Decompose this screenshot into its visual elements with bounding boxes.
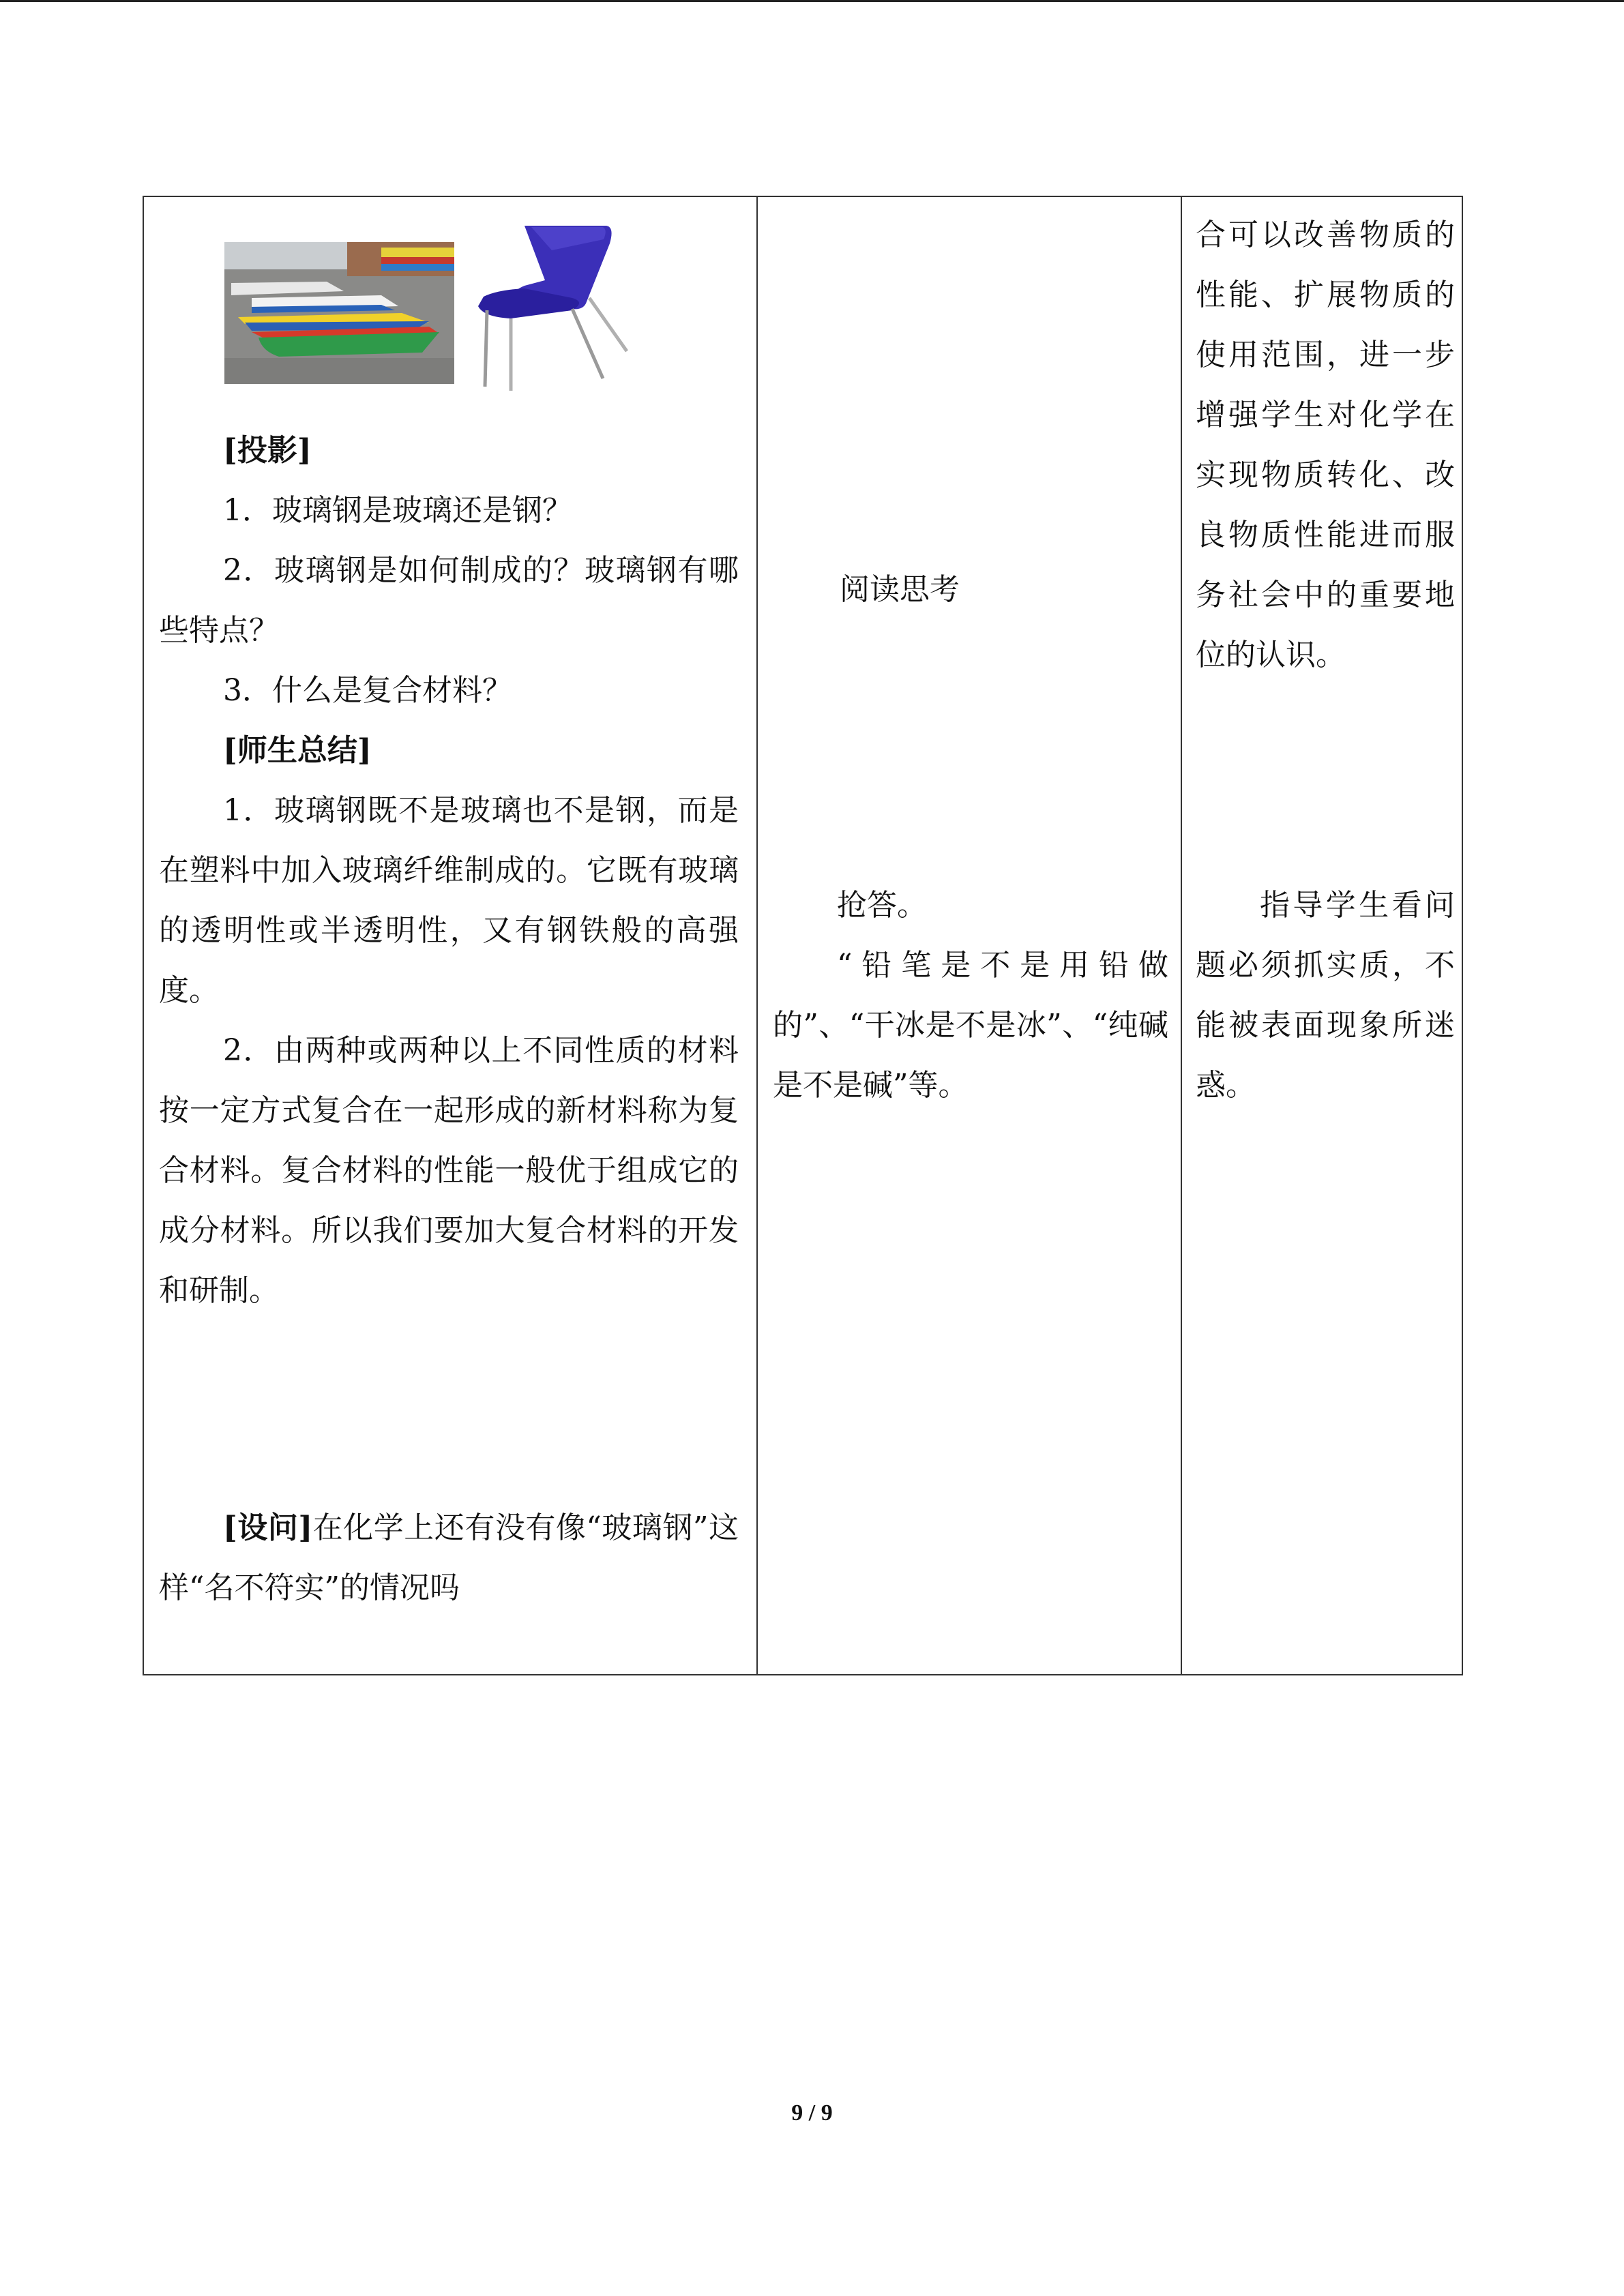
- answer-label: 抢答。: [837, 888, 927, 923]
- illustration-photos: [224, 223, 661, 393]
- page-number: 9 / 9: [791, 2100, 833, 2126]
- summary-heading: [师生总结]: [223, 733, 372, 768]
- question-text: 在化学上还有没有像“玻璃钢”这样“名不符实”的情况吗: [159, 1510, 739, 1605]
- answer-text: “铅笔是不是用铅做的”、“干冰是不是冰”、“纯碱是不是碱”等。: [773, 948, 1168, 1103]
- projection-heading: [投影]: [223, 433, 312, 468]
- question-item: 2．玻璃钢是如何制成的？玻璃钢有哪些特点？: [159, 553, 739, 648]
- page-top-border: [0, 0, 1624, 2]
- question-label: [设问]: [223, 1510, 313, 1545]
- purple-chair-photo: [470, 223, 661, 393]
- question-paragraph: [159, 1498, 739, 1618]
- question-item: 3．什么是复合材料？: [223, 673, 512, 708]
- fiberglass-boats-photo: [224, 242, 454, 384]
- design-intent-cell: [1181, 196, 1462, 1675]
- summary-point: 1．玻璃钢既不是玻璃也不是钢，而是在塑料中加入玻璃纤维制成的。它既有玻璃的透明性或半透明性，又有钢铁般的高强度。: [159, 793, 739, 1008]
- answer-section: [773, 876, 1168, 1116]
- teacher-activity-cell: [143, 196, 757, 1675]
- table-row: [143, 196, 1462, 1675]
- student-activity-cell: [757, 196, 1181, 1675]
- design-intent-text: 合可以改善物质的性能、扩展物质的使用范围，进一步增强学生对化学在实现物质转化、改良物质性能进而服务社会中的重要地位的认识。: [1196, 218, 1455, 672]
- projection-section: [159, 421, 739, 1321]
- question-item: 1．玻璃钢是玻璃还是钢？: [223, 493, 572, 528]
- reading-activity: 阅读思考: [840, 572, 960, 607]
- question-section: [159, 1498, 739, 1618]
- lesson-plan-table: [143, 196, 1463, 1675]
- summary-point: 2．由两种或两种以上不同性质的材料按一定方式复合在一起形成的新材料称为复合材料。复合材料的性能一般优于组成它的成分材料。所以我们要加大复合材料的开发和研制。: [159, 1033, 739, 1308]
- guidance-text: 指导学生看问题必须抓实质，不能被表面现象所迷惑。: [1196, 888, 1455, 1103]
